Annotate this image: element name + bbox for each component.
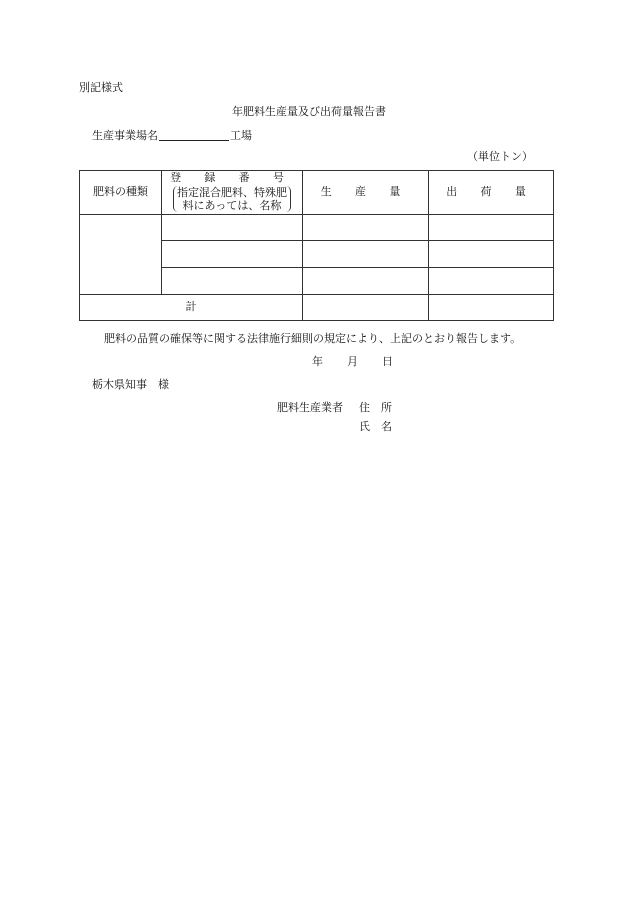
header-fertilizer-type: 肥料の種類: [80, 171, 162, 215]
shipment-cell[interactable]: [429, 241, 554, 268]
header-shipment: 出 荷 量: [429, 171, 554, 215]
header-reg-line3: 料にあっては、名称: [182, 199, 282, 213]
header-reg-line1: 登 録 番 号: [170, 171, 294, 185]
production-cell[interactable]: [303, 241, 429, 268]
table-header-row: [80, 171, 554, 215]
site-name-suffix: 工場: [230, 129, 252, 142]
total-label: 計: [80, 295, 303, 321]
signer-role: 肥料生産業者: [277, 401, 343, 414]
date-year: 年: [312, 355, 323, 368]
table-row: [80, 215, 554, 241]
production-cell[interactable]: [303, 215, 429, 241]
type-cell[interactable]: [80, 215, 162, 295]
form-label: 別記様式: [79, 81, 123, 94]
production-cell[interactable]: [303, 268, 429, 295]
header-reg-note: [173, 186, 291, 212]
header-reg-line2: 指定混合肥料、特殊肥: [177, 185, 287, 199]
signer-address-label: 住 所: [359, 401, 392, 414]
registration-cell[interactable]: [162, 241, 303, 268]
shipment-cell[interactable]: [429, 268, 554, 295]
date-day: 日: [382, 355, 393, 368]
header-registration-number: [162, 171, 303, 215]
date-month: 月: [347, 355, 358, 368]
registration-cell[interactable]: [162, 215, 303, 241]
total-shipment-cell[interactable]: [429, 295, 554, 321]
shipment-cell[interactable]: [429, 215, 554, 241]
site-name-line: [92, 129, 252, 141]
form-title: 年肥料生産量及び出荷量報告書: [232, 105, 386, 118]
report-table: [79, 170, 554, 321]
signer-name-label: 氏 名: [359, 420, 392, 433]
unit-note: （単位トン）: [467, 150, 533, 163]
site-name-label: 生産事業場名: [92, 129, 158, 142]
header-production: 生 産 量: [303, 171, 429, 215]
addressee: 栃木県知事 様: [92, 378, 169, 391]
total-production-cell[interactable]: [303, 295, 429, 321]
table-total-row: [80, 295, 554, 321]
report-statement: 肥料の品質の確保等に関する法律施行細則の規定により、上記のとおり報告します。: [104, 332, 522, 345]
site-name-blank: [159, 129, 229, 141]
registration-cell[interactable]: [162, 268, 303, 295]
